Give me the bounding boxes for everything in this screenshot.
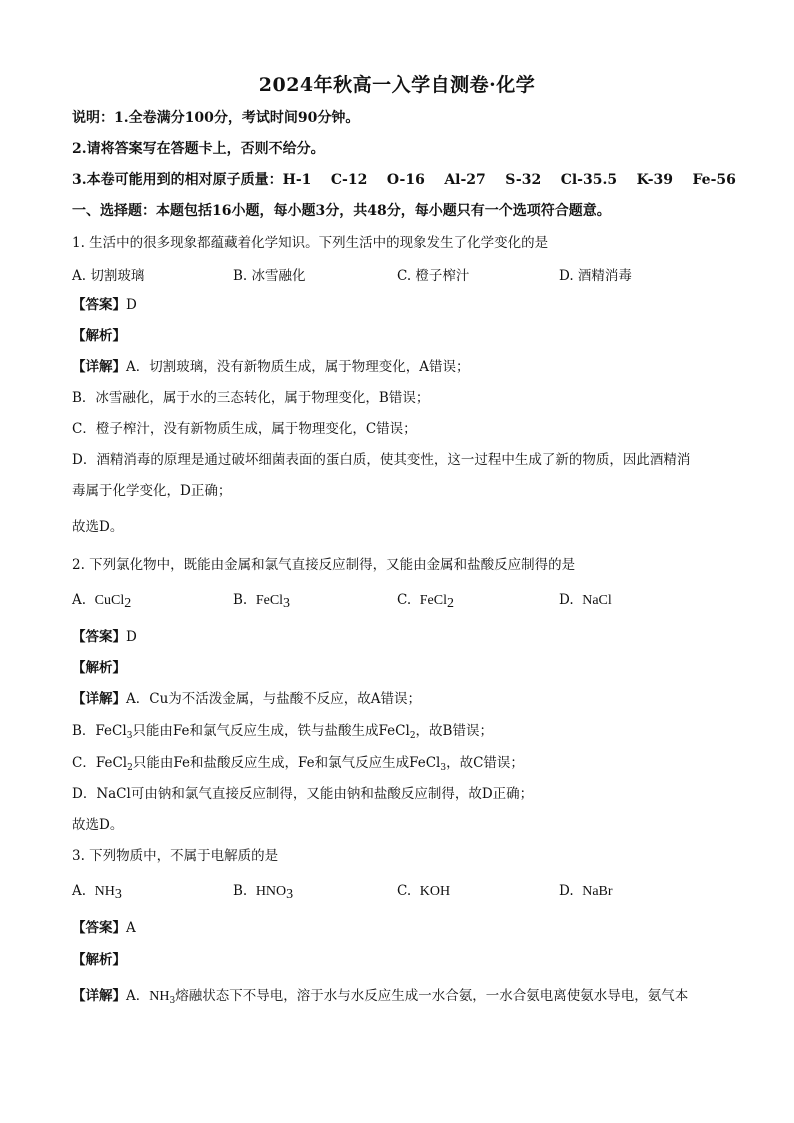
detail-text: C．FeCl (72, 755, 128, 771)
question-1-options (72, 264, 732, 284)
q3-answer (72, 918, 136, 938)
option-subscript: 3 (286, 887, 294, 902)
section-heading: 一、选择题：本题包括16小题，每小题3分，共48分，每小题只有一个选项符合题意。 (72, 203, 611, 219)
analysis-label: 【解析】 (72, 660, 126, 676)
answer-value: D (126, 629, 137, 645)
q1-detail-d-line-1: D．酒精消毒的原理是通过破坏细菌表面的蛋白质，使其变性，这一过程中生成了新的物质，因此酒精消 (72, 452, 691, 468)
answer-label: 【答案】 (72, 297, 126, 313)
option-letter: B. (233, 592, 248, 608)
detail-text: A．切割玻璃，没有新物质生成，属于物理变化，A错误； (126, 359, 470, 375)
subscript: 2 (127, 763, 133, 773)
detail-label: 【详解】 (72, 691, 126, 707)
option-formula: FeCl (419, 593, 447, 608)
q2-detail-d: D．NaCl可由钠和氯气直接反应制得，又能由钠和盐酸反应制得，故D正确； (72, 786, 534, 802)
answer-value: D (126, 297, 137, 313)
q2-option-c (397, 592, 454, 609)
option-letter: A. (72, 592, 87, 608)
q1-option-c: C. 橙子榨汁 (397, 268, 470, 284)
q1-detail-a (72, 357, 470, 377)
q2-option-b (233, 592, 290, 609)
question-2-stem: 2. 下列氯化物中，既能由金属和氯气直接反应制得，又能由金属和盐酸反应制得的是 (72, 557, 576, 573)
detail-text: 只能由Fe和盐酸反应生成，Fe和氯气反应生成FeCl (132, 755, 441, 771)
q1-detail-c: C．橙子榨汁，没有新物质生成，属于物理变化，C错误； (72, 421, 417, 437)
q1-answer (72, 295, 137, 315)
q1-conclusion: 故选D。 (72, 519, 124, 535)
instruction-line-2: 2.请将答案写在答题卡上，否则不给分。 (72, 141, 325, 157)
question-2-options (72, 592, 732, 612)
subscript: 3 (440, 763, 447, 773)
answer-label: 【答案】 (72, 629, 126, 645)
option-letter: C. (397, 592, 412, 608)
q3-option-b (233, 883, 293, 900)
q2-detail-b (72, 721, 493, 741)
q1-analysis-label (72, 326, 126, 346)
option-formula: HNO (255, 884, 287, 899)
q1-option-a: A. 切割玻璃 (72, 268, 145, 284)
question-1-stem: 1. 生活中的很多现象都蕴藏着化学知识。下列生活中的现象发生了化学变化的是 (72, 235, 549, 251)
q1-detail-b: B．冰雪融化，属于水的三态转化，属于物理变化，B错误； (72, 390, 430, 406)
option-formula: CuCl (94, 593, 125, 608)
q1-detail-d-line-2: 毒属于化学变化，D正确； (72, 483, 232, 499)
option-formula: NH (94, 884, 115, 899)
q3-option-c (397, 883, 450, 900)
option-formula: NaBr (582, 884, 613, 899)
detail-label: 【详解】 (72, 988, 126, 1004)
option-subscript: 2 (446, 596, 454, 611)
option-letter: D. (559, 592, 574, 608)
q2-option-d (559, 592, 612, 609)
q3-option-a (72, 883, 122, 900)
option-formula: NaCl (582, 593, 612, 608)
option-letter: C. (397, 883, 412, 899)
option-subscript: 2 (124, 596, 132, 611)
subscript: 3 (126, 731, 133, 741)
subscript: 2 (409, 731, 416, 741)
analysis-label: 【解析】 (72, 328, 126, 344)
formula: NH (149, 989, 170, 1004)
answer-label: 【答案】 (72, 920, 126, 936)
detail-text: ，故B错误； (415, 723, 493, 739)
detail-text: A． (126, 988, 150, 1004)
subscript: 3 (169, 996, 176, 1006)
q3-option-d (559, 883, 613, 900)
instruction-line-3: 3.本卷可能用到的相对原子质量：H-1 C-12 O-16 Al-27 S-32 Cl-35.5 K-39 Fe-56 (72, 172, 736, 188)
option-letter: A. (72, 883, 87, 899)
q2-conclusion: 故选D。 (72, 817, 124, 833)
option-letter: B. (233, 883, 248, 899)
page-title: 2024年秋高一入学自测卷·化学 (258, 74, 536, 96)
option-subscript: 3 (114, 887, 122, 902)
q1-option-d: D. 酒精消毒 (559, 268, 632, 284)
q2-analysis-label (72, 658, 126, 678)
q2-answer (72, 627, 137, 647)
analysis-label: 【解析】 (72, 952, 126, 968)
q2-detail-c (72, 753, 524, 773)
instruction-line-1: 说明：1.全卷满分100分，考试时间90分钟。 (72, 110, 360, 126)
q2-option-a (72, 592, 131, 609)
q1-option-b: B. 冰雪融化 (233, 268, 306, 284)
question-3-stem: 3. 下列物质中，不属于电解质的是 (72, 848, 279, 864)
option-letter: D. (559, 883, 574, 899)
detail-text: B．FeCl (72, 723, 127, 739)
answer-value: A (126, 920, 136, 936)
q2-detail-a (72, 689, 421, 709)
option-subscript: 3 (283, 596, 291, 611)
detail-text: 熔融状态下不导电，溶于水与水反应生成一水合氨，一水合氨电离使氨水导电，氨气本 (175, 988, 689, 1004)
detail-text: ，故C错误； (446, 755, 524, 771)
q3-detail-a (72, 986, 688, 1007)
q3-analysis-label (72, 950, 126, 970)
detail-label: 【详解】 (72, 359, 126, 375)
option-formula: KOH (419, 884, 451, 899)
detail-text: A．Cu为不活泼金属，与盐酸不反应，故A错误； (126, 691, 422, 707)
option-formula: FeCl (255, 593, 284, 608)
question-3-options (72, 883, 732, 903)
detail-text: 只能由Fe和氯气反应生成，铁与盐酸生成FeCl (132, 723, 410, 739)
